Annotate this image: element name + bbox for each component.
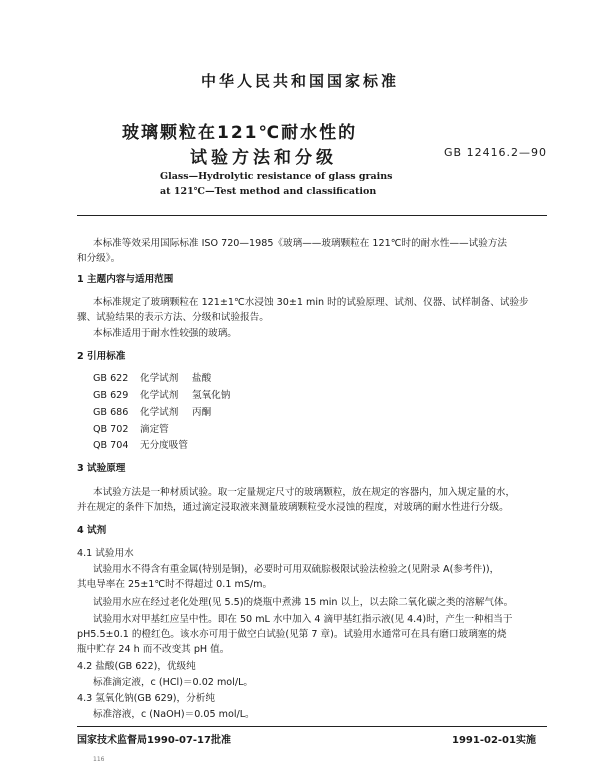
header-divider xyxy=(77,215,547,216)
reference-category: 无分度吸管 xyxy=(140,440,188,451)
intro-line2: 和分级》。 xyxy=(77,253,121,264)
subsection-4-2-heading: 4.2 盐酸(GB 622)，优级纯 xyxy=(77,661,196,672)
section-2-heading: 2 引用标准 xyxy=(77,351,126,362)
subsection-4-2-line1: 标准滴定液，c (HCl)＝0.02 mol/L。 xyxy=(93,677,254,688)
reference-category: 化学试剂 xyxy=(140,373,179,384)
reference-code: QB 702 xyxy=(93,424,129,435)
section-1-para1-line1: 本标准规定了玻璃颗粒在 121±1℃水浸蚀 30±1 min 时的试验原理、试剂、仪器、试样制备、试验步 xyxy=(93,297,529,308)
reference-item xyxy=(93,389,230,402)
english-title-line1: Glass—Hydrolytic resistance of glass grains xyxy=(160,171,393,182)
section-4-heading: 4 试剂 xyxy=(77,525,107,536)
reference-name: 丙酮 xyxy=(192,407,212,418)
reference-code: GB 629 xyxy=(93,390,129,401)
doc-title-line1: 玻璃颗粒在121℃耐水性的 xyxy=(122,123,358,143)
reference-category: 化学试剂 xyxy=(140,390,179,401)
subsection-4-1-line2: 其电导率在 25±1℃时不得超过 0.1 mS/m。 xyxy=(77,579,273,590)
section-3-line1: 本试验方法是一种材质试验。取一定量规定尺寸的玻璃颗粒，放在规定的容器内，加入规定量的水， xyxy=(93,487,516,498)
reference-item xyxy=(93,439,188,452)
section-1-para2: 本标准适用于耐水性较强的玻璃。 xyxy=(93,328,237,339)
standard-number: GB 12416.2—90 xyxy=(444,146,548,159)
reference-name: 氢氧化钠 xyxy=(192,390,231,401)
implementation-date: 1991-02-01实施 xyxy=(452,735,536,746)
reference-category: 滴定管 xyxy=(140,424,169,435)
subsection-4-3-line1: 标准溶液，c (NaOH)＝0.05 mol/L。 xyxy=(93,709,255,720)
subsection-4-1-line4: 试验用水对甲基红应呈中性。即在 50 mL 水中加入 4 滴甲基红指示液(见 4.4)时，产生一种相当于 xyxy=(93,614,513,625)
subsection-4-1-line3: 试验用水应在经过老化处理(见 5.5)的烧瓶中煮沸 15 min 以上，以去除二氧化碳之类的溶解气体。 xyxy=(93,597,514,608)
section-3-heading: 3 试验原理 xyxy=(77,463,126,474)
section-1-heading: 1 主题内容与适用范围 xyxy=(77,274,174,285)
subsection-4-1-line5: pH5.5±0.1 的橙红色。该水亦可用于做空白试验(见第 7 章)。试验用水通常可在具有磨口玻璃塞的烧 xyxy=(77,629,507,640)
subsection-4-1-line1: 试验用水不得含有重金属(特别是铜)，必要时可用双硫腙极限试验法检验之(见附录 A(参考件))， xyxy=(93,564,500,575)
reference-item xyxy=(93,423,169,436)
subsection-4-1-heading: 4.1 试验用水 xyxy=(77,548,134,559)
doc-title-line2: 试验方法和分级 xyxy=(190,148,337,168)
reference-code: QB 704 xyxy=(93,440,129,451)
subsection-4-1-line6: 瓶中贮存 24 h 而不改变其 pH 值。 xyxy=(77,644,230,655)
reference-code: GB 686 xyxy=(93,407,129,418)
section-1-para1-line2: 骤、试验结果的表示方法、分级和试验报告。 xyxy=(77,312,269,323)
reference-name: 盐酸 xyxy=(192,373,212,384)
subsection-4-3-heading: 4.3 氢氧化钠(GB 629)，分析纯 xyxy=(77,693,215,704)
approval-note: 国家技术监督局1990-07-17批准 xyxy=(77,735,231,746)
reference-item xyxy=(93,406,211,419)
intro-line1: 本标准等效采用国际标准 ISO 720—1985《玻璃——玻璃颗粒在 121℃时的耐水性——试验方法 xyxy=(93,238,508,249)
reference-code: GB 622 xyxy=(93,373,129,384)
footer-divider xyxy=(77,726,547,727)
page-number: 116 xyxy=(93,756,105,763)
section-3-line2: 并在规定的条件下加热，通过滴定浸取液来测量玻璃颗粒受水浸蚀的程度，对玻璃的耐水性进行分级。 xyxy=(77,502,509,513)
reference-category: 化学试剂 xyxy=(140,407,179,418)
english-title-line2: at 121℃—Test method and classification xyxy=(160,186,377,197)
national-standard-heading: 中华人民共和国国家标准 xyxy=(200,72,399,90)
reference-item xyxy=(93,372,211,385)
